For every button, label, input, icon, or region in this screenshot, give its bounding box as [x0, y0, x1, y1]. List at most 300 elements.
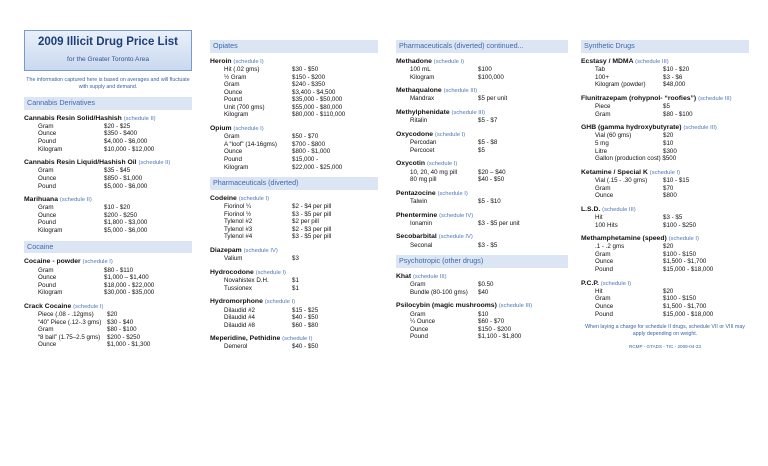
price-row	[581, 214, 749, 222]
schedule-label: (schedule I)	[668, 236, 699, 243]
drug-name	[396, 190, 568, 198]
unit-label: Gram	[595, 250, 611, 258]
schedule-label: (schedule I)	[233, 126, 264, 132]
unit-label: 80 mg pill	[410, 176, 437, 184]
price-value: $55,000 - $80,000	[292, 103, 343, 111]
unit-label: Bundle (80-100 gms)	[410, 288, 468, 296]
unit-label: Fiorinol ¼	[224, 203, 252, 211]
unit-label: Seconal	[410, 241, 433, 249]
price-value: $60 - $80	[292, 321, 319, 329]
drug-entry	[396, 273, 568, 296]
schedule-label: (schedule I)	[82, 259, 113, 266]
price-row	[24, 289, 192, 297]
drug-name	[210, 298, 378, 306]
drug-name-text: Methylphenidate	[396, 109, 450, 117]
drug-name	[396, 109, 568, 117]
unit-label: Kilogram	[224, 163, 249, 171]
price-value: $5,000 - $6,000	[104, 182, 148, 190]
unit-label: Tylenol #4	[224, 233, 253, 241]
price-value: $1,100 - $1,800	[478, 333, 522, 341]
price-value: $800	[663, 192, 677, 200]
drug-name-text: Cannabis Resin Solid/Hashish	[24, 114, 122, 122]
schedule-label: (schedule III)	[683, 125, 717, 132]
price-value: $3 - $5 per pill	[292, 233, 332, 241]
column-1-items	[24, 97, 192, 349]
price-row	[581, 140, 749, 148]
price-value: $3	[292, 255, 299, 263]
unit-label: Pound	[595, 310, 613, 318]
schedule-label: (schedule I)	[649, 169, 681, 176]
drug-name	[210, 269, 378, 277]
price-row	[210, 307, 378, 315]
unit-label: 5 mg	[595, 140, 609, 147]
price-row	[581, 288, 749, 296]
price-value: $40 - $50	[292, 314, 319, 322]
intro-text: The information captured here is based on averages and will fluctuate with supply and demand.	[26, 77, 190, 90]
price-row	[396, 326, 568, 334]
price-row	[581, 258, 749, 266]
unit-label: Valium	[224, 255, 243, 263]
drug-entry	[581, 280, 749, 319]
drug-name-text: Oxycotin	[396, 160, 426, 168]
price-row	[210, 255, 378, 263]
price-value: $100 - $150	[663, 250, 697, 258]
price-row	[24, 204, 192, 212]
price-value: $5	[478, 146, 485, 154]
column-2-items	[210, 40, 378, 351]
drug-name	[396, 87, 568, 95]
unit-label: Gram	[595, 295, 611, 303]
price-row	[210, 96, 378, 104]
column-3	[396, 36, 568, 347]
price-value: $1,800 - $3,000	[104, 219, 148, 227]
unit-label: Mandrax	[410, 95, 435, 103]
price-value: $200 - $250	[104, 211, 138, 219]
drug-name-text: Flunitrazepam (rohypnol- “roofies”)	[581, 94, 697, 102]
unit-label: “8 ball” (1.75–2.5 gms)	[38, 333, 101, 341]
price-row	[396, 242, 568, 250]
price-value: $30 - $40	[107, 318, 134, 326]
price-value: $10 - $15	[663, 176, 690, 184]
price-row	[581, 222, 749, 230]
price-row	[24, 341, 192, 349]
drug-name	[24, 303, 192, 311]
price-value: $1,000 – $1,400	[104, 274, 149, 282]
unit-label: Ounce	[595, 258, 614, 266]
drug-name	[24, 159, 192, 167]
drug-name	[396, 160, 568, 168]
price-value: $80 - $100	[663, 110, 693, 118]
price-value: $22,000 - $25,000	[292, 163, 343, 171]
price-row	[210, 111, 378, 119]
price-row	[581, 243, 749, 251]
drug-name-text: Ecstasy / MDMA	[581, 57, 634, 65]
footer-credit: RCMP - GTADS - TIC - 2009-04-23	[629, 344, 701, 350]
drug-entry	[581, 206, 749, 229]
drug-entry	[210, 58, 378, 119]
price-row	[396, 117, 568, 125]
drug-name-text: L.S.D.	[581, 205, 601, 213]
price-value: $100 - $150	[663, 295, 697, 303]
schedule-label: (schedule IV)	[243, 247, 278, 254]
price-row	[581, 74, 749, 82]
drug-entry	[396, 160, 568, 183]
price-value: $20	[663, 287, 674, 295]
unit-label: Talwin	[410, 197, 428, 205]
price-row	[210, 343, 378, 351]
price-row	[24, 167, 192, 175]
unit-label: Ounce	[38, 130, 57, 138]
price-row	[24, 334, 192, 342]
title-main: Illicit Drug Price List	[66, 36, 178, 48]
schedule-note: When laying a charge for schedule II drugs, schedule VII or VIII may apply depending on weight.	[585, 324, 745, 338]
unit-label: Pound	[38, 219, 56, 227]
drug-entry	[210, 195, 378, 241]
drug-name-text: Heroin	[210, 57, 232, 65]
unit-label: Vial (60 gms)	[595, 132, 632, 140]
unit-label: Kilogram	[38, 289, 63, 297]
unit-label: Hit	[595, 287, 603, 295]
drug-name-text: Diazepam	[210, 246, 242, 254]
price-row	[581, 251, 749, 259]
price-value: $10 - $20	[104, 204, 131, 212]
drug-entry	[24, 196, 192, 235]
price-row	[581, 111, 749, 119]
unit-label: Tylenol #2	[224, 218, 253, 226]
price-row	[24, 212, 192, 220]
drug-entry	[396, 87, 568, 103]
page-subtitle: for the Greater Toronto Area	[67, 56, 149, 64]
unit-label: Pound	[595, 266, 613, 274]
price-value: $48,000	[663, 81, 686, 89]
price-row	[210, 218, 378, 226]
price-row	[396, 311, 568, 319]
drug-name	[210, 195, 378, 203]
drug-name-text: Oxycodone	[396, 130, 434, 138]
price-row	[24, 123, 192, 131]
drug-entry	[24, 115, 192, 154]
price-row	[210, 141, 378, 149]
drug-name	[581, 124, 749, 132]
unit-label: A “loof” (14-16gms)	[224, 140, 277, 148]
unit-label: Pound	[38, 281, 56, 289]
price-row	[24, 146, 192, 154]
price-row	[396, 66, 568, 74]
price-value: $100	[478, 66, 492, 74]
drug-name-text: Psilocybin (magic mushrooms)	[396, 302, 497, 310]
drug-name-text: Methadone	[396, 57, 432, 65]
unit-label: Unit (700 gms)	[224, 103, 265, 111]
column-3-items	[396, 40, 568, 341]
section-header: Opiates	[210, 40, 378, 53]
price-row	[210, 314, 378, 322]
column-1	[24, 30, 192, 355]
unit-label: Percodan	[410, 139, 437, 147]
unit-label: Gallon (production cost) $500	[595, 155, 677, 163]
price-row	[581, 148, 749, 156]
schedule-label: (schedule I)	[433, 58, 465, 65]
price-row	[210, 203, 378, 211]
schedule-label: (schedule III)	[498, 303, 533, 310]
unit-label: Ionamin	[410, 219, 433, 227]
unit-label: Gram	[38, 266, 54, 274]
price-value: $20	[663, 243, 674, 251]
price-row	[581, 81, 749, 89]
price-row	[24, 319, 192, 327]
section-header: Pharmaceuticals (diverted) continued...	[396, 40, 568, 53]
price-row	[210, 156, 378, 164]
schedule-label: (schedule II)	[123, 115, 156, 122]
price-row	[396, 281, 568, 289]
price-value: $5 - $10	[478, 197, 501, 205]
drug-entry	[210, 298, 378, 329]
schedule-label: (schedule III)	[443, 88, 478, 95]
price-value: $0.50	[478, 281, 494, 289]
unit-label: Kilogram	[410, 73, 435, 81]
price-value: $80 - $110	[104, 266, 134, 274]
price-value: $35 - $45	[104, 167, 131, 175]
unit-label: Pound	[410, 333, 428, 341]
section-header: Psychotropic (other drugs)	[396, 255, 568, 268]
price-value: $4,000 - $6,000	[104, 137, 148, 145]
price-value: $350 - $400	[104, 130, 138, 138]
title-year: 2009	[38, 36, 64, 48]
price-value: $1,500 - $1,700	[663, 303, 707, 310]
price-value: $20 - $25	[104, 122, 131, 130]
unit-label: Gram	[410, 310, 426, 318]
price-value: $15 - $25	[292, 306, 319, 314]
price-value: $5 per unit	[478, 95, 508, 103]
drug-name	[396, 302, 568, 310]
price-row	[396, 176, 568, 184]
drug-entry	[581, 95, 749, 118]
price-row	[24, 274, 192, 282]
price-row	[24, 138, 192, 146]
price-row	[210, 322, 378, 330]
unit-label: 100+	[595, 73, 609, 81]
unit-label: Ounce	[38, 174, 57, 182]
drug-name	[210, 335, 378, 343]
price-row	[24, 311, 192, 319]
column-2	[210, 36, 378, 357]
price-value: $2 - $3 per pill	[292, 225, 332, 233]
price-value: $2 - $4 per pill	[292, 203, 332, 211]
unit-label: Tab	[595, 66, 605, 74]
unit-label: Ounce	[595, 192, 614, 200]
price-row	[210, 81, 378, 89]
price-value: $70	[663, 184, 674, 192]
unit-label: “40” Piece (.12-.3 gms)	[38, 318, 102, 326]
price-value: $10,000 - $12,000	[104, 145, 155, 153]
price-row	[210, 133, 378, 141]
drug-name	[24, 258, 192, 266]
drug-name	[581, 280, 749, 288]
price-value: $1,000 - $1,300	[107, 341, 151, 349]
price-row	[24, 282, 192, 290]
drug-entry	[396, 233, 568, 249]
unit-label: Ounce	[224, 88, 243, 96]
price-row	[581, 185, 749, 193]
price-row	[581, 192, 749, 200]
price-row	[24, 183, 192, 191]
price-row	[581, 66, 749, 74]
drug-entry	[210, 335, 378, 351]
drug-name-text: Ketamine / Special K	[581, 168, 648, 176]
price-value: $30 - $50	[292, 66, 319, 74]
drug-name-text: Pentazocine	[396, 189, 436, 197]
price-value: $40	[478, 288, 489, 296]
unit-label: Pound	[224, 96, 242, 104]
schedule-label: (schedule I)	[437, 190, 468, 197]
unit-label: Gram	[38, 122, 54, 130]
unit-label: Kilogram	[38, 145, 63, 153]
unit-label: Kilogram	[224, 111, 249, 119]
price-value: $40 - $50	[478, 176, 505, 184]
unit-label: Gram	[224, 81, 240, 89]
unit-label: 100 mL	[410, 66, 431, 74]
price-row	[396, 139, 568, 147]
schedule-label: (schedule III)	[413, 274, 447, 280]
unit-label: Pound	[38, 137, 56, 145]
unit-label: ½ Gram	[224, 73, 247, 81]
price-row	[24, 326, 192, 334]
price-row	[396, 318, 568, 326]
price-value: $18,000 - $22,000	[104, 281, 155, 289]
drug-name-text: Codeine	[210, 194, 237, 202]
drug-name	[24, 115, 192, 123]
price-value: $80,000 - $110,000	[292, 111, 346, 119]
title-box	[24, 30, 192, 71]
price-row	[210, 74, 378, 82]
column-4	[581, 36, 749, 350]
price-value: $3 - $6	[663, 73, 683, 81]
unit-label: Ounce	[38, 274, 57, 282]
unit-label: Gram	[410, 281, 426, 289]
drug-name	[396, 273, 568, 281]
drug-name-text: Hydromorphone	[210, 298, 263, 306]
price-value: $800 - $1,000	[292, 148, 331, 156]
drug-name	[581, 58, 749, 66]
schedule-label: (schedule I)	[264, 299, 296, 306]
drug-name-text: Phentermine	[396, 211, 438, 219]
drug-name	[24, 196, 192, 204]
drug-entry	[396, 212, 568, 228]
page-title	[29, 35, 187, 49]
schedule-label: (schedule IV)	[438, 234, 473, 241]
unit-label: Dilaudid #4	[224, 314, 255, 322]
price-value: $20	[663, 132, 674, 140]
price-row	[210, 226, 378, 234]
price-row	[581, 132, 749, 140]
price-row	[24, 227, 192, 235]
unit-label: Gram	[38, 204, 54, 212]
price-value: $3 - $5	[478, 241, 498, 249]
unit-label: Kilogram	[38, 227, 63, 235]
price-value: $15,000 - $18,000	[663, 310, 714, 318]
unit-label: Gram	[38, 326, 54, 334]
unit-label: Demerol	[224, 343, 248, 351]
schedule-label: (schedule I)	[600, 280, 632, 287]
drug-name-text: Secobarbital	[396, 233, 437, 241]
unit-label: Tussionex	[224, 284, 252, 292]
price-value: $3 - $5 per pill	[292, 210, 332, 218]
unit-label: Dilaudid #2	[224, 306, 255, 314]
price-value: $80 - $100	[107, 326, 137, 334]
price-row	[581, 155, 749, 163]
unit-label: Piece (.08 - .12gms)	[38, 311, 94, 319]
drug-name-text: GHB (gamma hydroxybutyrate)	[581, 124, 682, 132]
schedule-label: (schedule I)	[255, 269, 286, 276]
price-value: $35,000 - $50,000	[292, 96, 343, 104]
price-value: $15,000 - $18,000	[663, 266, 714, 274]
unit-label: Ounce	[595, 303, 614, 310]
schedule-label: (schedule I)	[426, 161, 458, 168]
drug-entry	[396, 190, 568, 206]
drug-name	[210, 247, 378, 255]
section-header: Cannabis Derivatives	[24, 97, 192, 110]
price-row	[210, 164, 378, 172]
price-row	[24, 130, 192, 138]
price-value: $150 - $200	[478, 325, 512, 333]
price-row	[210, 89, 378, 97]
price-row	[396, 289, 568, 297]
schedule-label: (schedule I)	[282, 336, 313, 343]
schedule-label: (schedule I)	[73, 303, 104, 310]
unit-label: .1 - .2 gms	[595, 243, 625, 251]
price-row	[581, 311, 749, 319]
drug-entry	[210, 125, 378, 171]
drug-name	[581, 235, 749, 243]
price-value: $40 - $50	[292, 343, 319, 351]
drug-name	[396, 233, 568, 241]
drug-name	[210, 58, 378, 66]
price-value: $200 - $250	[107, 333, 141, 341]
unit-label: Litre	[595, 147, 608, 155]
drug-name-text: Cannabis Resin Liquid/Hashish Oil	[24, 159, 137, 167]
drug-name	[396, 58, 568, 66]
price-value: $5 - $7	[478, 117, 498, 125]
price-value: $1	[292, 284, 299, 292]
unit-label: Hit (.02 gms)	[224, 66, 260, 74]
price-value: $5 - $8	[478, 139, 498, 147]
price-value: $15,000 -	[292, 155, 319, 163]
unit-label: Piece	[595, 103, 611, 111]
unit-label: 100 Hits	[595, 221, 618, 229]
price-row	[210, 233, 378, 241]
unit-label: Gram	[595, 110, 611, 118]
section-header: Cocaine	[24, 241, 192, 254]
drug-name	[581, 95, 749, 103]
price-value: $20	[107, 311, 118, 319]
unit-label: Gram	[38, 167, 54, 175]
price-value: $1,500 - $1,700	[663, 258, 707, 266]
drug-entry	[210, 247, 378, 263]
drug-name	[581, 169, 749, 177]
price-value: $10	[478, 310, 489, 318]
price-row	[581, 303, 749, 311]
price-row	[396, 95, 568, 103]
column-4-items	[581, 40, 749, 318]
unit-label: ¼ Ounce	[410, 318, 436, 326]
unit-label: Ounce	[224, 148, 243, 156]
unit-label: Novahistex D.H.	[224, 277, 269, 285]
drug-name-text: Meperidine, Pethidine	[210, 335, 281, 343]
price-value: $10	[663, 140, 674, 147]
drug-name-text: Crack Cocaine	[24, 302, 72, 310]
price-row	[581, 103, 749, 111]
drug-entry	[581, 235, 749, 274]
price-row	[24, 267, 192, 275]
